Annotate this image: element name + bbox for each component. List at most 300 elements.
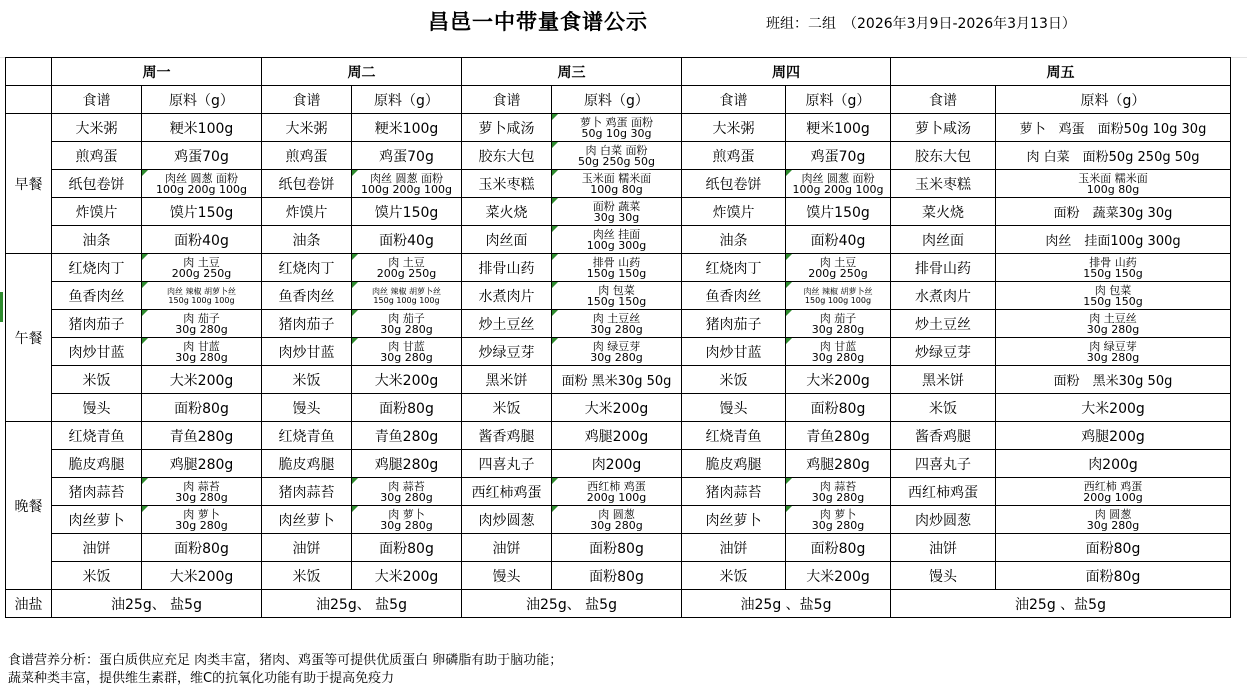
ingredient-line: 肉 土豆	[183, 255, 220, 269]
ingredient-line: 30g 280g	[175, 322, 228, 336]
ingredient-line: 30g 280g	[1086, 350, 1140, 364]
ingredient-cell[interactable]	[552, 310, 682, 338]
menu-row	[6, 422, 1231, 450]
ingredient-cell[interactable]: 面粉80g	[552, 562, 682, 590]
ingredient-cell[interactable]	[352, 282, 462, 310]
recipe-cell[interactable]: 水煮肉片	[462, 282, 552, 310]
ingredient-cell[interactable]: 肉200g	[996, 450, 1231, 478]
ingredient-line: 30g 280g	[811, 350, 865, 364]
recipe-cell[interactable]: 纸包卷饼	[52, 170, 142, 198]
ingredient-cell[interactable]	[786, 338, 891, 366]
ingredient-cell[interactable]	[786, 170, 891, 198]
ingredient-cell[interactable]	[352, 338, 462, 366]
ingredient-cell[interactable]: 肉丝 挂面100g 300g	[996, 226, 1231, 254]
day-header-row	[6, 58, 1231, 86]
recipe-cell[interactable]: 油饼	[52, 534, 142, 562]
recipe-cell[interactable]: 肉炒圆葱	[891, 506, 996, 534]
recipe-cell[interactable]: 红烧肉丁	[262, 254, 352, 282]
ingredient-cell[interactable]: 鸡蛋70g	[786, 142, 891, 170]
ingredient-line: 肉 蒜苔	[388, 479, 425, 493]
recipe-header[interactable]: 食谱	[682, 86, 786, 114]
recipe-cell[interactable]: 四喜丸子	[891, 450, 996, 478]
recipe-header[interactable]: 食谱	[462, 86, 552, 114]
ingredient-line: 30g 280g	[811, 490, 865, 504]
menu-row	[6, 450, 1231, 478]
recipe-cell[interactable]: 米饭	[52, 562, 142, 590]
recipe-cell[interactable]: 炸馍片	[682, 198, 786, 226]
recipe-cell[interactable]: 肉丝萝卜	[682, 506, 786, 534]
ingredient-cell[interactable]	[552, 338, 682, 366]
ingredient-line: 150g 100g 100g	[373, 295, 440, 305]
ingredient-cell[interactable]: 面粉80g	[786, 394, 891, 422]
ingredient-cell[interactable]: 萝卜 鸡蛋 面粉50g 10g 30g	[996, 114, 1231, 142]
menu-row	[6, 394, 1231, 422]
ingredient-cell[interactable]: 鸡蛋70g	[142, 142, 262, 170]
oil-salt-cell[interactable]: 油25g 、盐5g	[891, 590, 1231, 618]
ingredient-cell[interactable]: 面粉80g	[996, 534, 1231, 562]
recipe-cell[interactable]: 脆皮鸡腿	[682, 450, 786, 478]
ingredient-line: 30g 280g	[380, 322, 433, 336]
recipe-cell[interactable]: 红烧青鱼	[682, 422, 786, 450]
ingredient-line: 150g 150g	[1083, 266, 1143, 280]
ingredient-cell[interactable]	[552, 226, 682, 254]
ingredient-line: 200g 100g	[586, 490, 647, 504]
ingredient-line: 肉 甘蓝	[388, 339, 425, 353]
ingredient-cell[interactable]	[996, 506, 1231, 534]
ingredient-cell[interactable]: 鸡腿280g	[352, 450, 462, 478]
recipe-cell[interactable]: 玉米枣糕	[891, 170, 996, 198]
day-header[interactable]: 周三	[462, 58, 682, 86]
ingredient-line: 面粉 蔬菜	[592, 199, 641, 213]
ingredient-cell[interactable]	[786, 310, 891, 338]
ingredient-line: 肉 茄子	[819, 311, 857, 325]
ingredient-cell[interactable]: 青鱼280g	[142, 422, 262, 450]
oil-salt-cell[interactable]: 油25g、 盐5g	[262, 590, 462, 618]
recipe-cell[interactable]: 炒绿豆芽	[462, 338, 552, 366]
ingredient-cell[interactable]: 大米200g	[996, 394, 1231, 422]
nutrition-note-line: 蔬菜种类丰富，提供维生素群，维C的抗氧化功能有助于提高免疫力	[8, 671, 395, 686]
recipe-cell[interactable]: 酱香鸡腿	[891, 422, 996, 450]
recipe-cell[interactable]: 红烧肉丁	[52, 254, 142, 282]
recipe-cell[interactable]: 大米粥	[682, 114, 786, 142]
recipe-cell[interactable]: 炒土豆丝	[462, 310, 552, 338]
recipe-cell[interactable]: 胶东大包	[462, 142, 552, 170]
ingredient-line: 萝卜 鸡蛋 面粉	[580, 115, 653, 129]
recipe-cell[interactable]: 猪肉蒜苔	[682, 478, 786, 506]
recipe-cell[interactable]: 米饭	[891, 394, 996, 422]
ingredient-line: 30g 280g	[175, 490, 228, 504]
ingredient-line: 200g 250g	[376, 266, 437, 280]
page-title: 昌邑一中带量食谱公示	[428, 10, 648, 34]
recipe-cell[interactable]: 米饭	[462, 394, 552, 422]
ingredient-line: 肉丝 圆葱 面粉	[801, 171, 875, 185]
recipe-cell[interactable]: 米饭	[52, 366, 142, 394]
recipe-cell[interactable]: 酱香鸡腿	[462, 422, 552, 450]
ingredient-line: 肉 土豆	[819, 255, 857, 269]
recipe-cell[interactable]: 排骨山药	[891, 254, 996, 282]
menu-row	[6, 310, 1231, 338]
ingredient-cell[interactable]	[552, 282, 682, 310]
ingredient-cell[interactable]	[142, 478, 262, 506]
ingredient-cell[interactable]: 面粉80g	[552, 534, 682, 562]
ingredient-cell[interactable]: 面粉40g	[352, 226, 462, 254]
ingredient-line: 100g 200g 100g	[361, 182, 452, 196]
day-header[interactable]: 周二	[262, 58, 462, 86]
recipe-cell[interactable]: 炸馍片	[262, 198, 352, 226]
recipe-cell[interactable]: 馒头	[891, 562, 996, 590]
ingredient-line: 200g 250g	[171, 266, 232, 280]
ingredient-line: 肉丝 圆葱 面粉	[165, 171, 238, 185]
recipe-cell[interactable]: 肉炒圆葱	[462, 506, 552, 534]
ingredient-cell[interactable]: 面粉80g	[142, 394, 262, 422]
menu-row	[6, 506, 1231, 534]
ingredient-cell[interactable]: 面粉 黑米30g 50g	[996, 366, 1231, 394]
recipe-cell[interactable]: 萝卜咸汤	[462, 114, 552, 142]
recipe-cell[interactable]: 玉米枣糕	[462, 170, 552, 198]
ingredient-line: 30g 280g	[380, 350, 433, 364]
ingredient-cell[interactable]: 面粉80g	[352, 534, 462, 562]
recipe-cell[interactable]: 菜火烧	[462, 198, 552, 226]
ingredient-cell[interactable]	[786, 506, 891, 534]
oil-salt-row	[6, 590, 1231, 618]
menu-row	[6, 254, 1231, 282]
ingredient-line: 肉丝 辣椒 胡萝卜丝	[803, 286, 873, 296]
menu-row	[6, 142, 1231, 170]
ingredient-line: 肉 茄子	[183, 311, 220, 325]
ingredient-cell[interactable]: 大米200g	[786, 562, 891, 590]
corner-cell[interactable]	[6, 86, 52, 114]
recipe-header[interactable]: 食谱	[891, 86, 996, 114]
meal-label[interactable]: 午餐	[6, 254, 52, 422]
ingredient-line: 30g 280g	[590, 350, 643, 364]
ingredient-cell[interactable]	[352, 170, 462, 198]
ingredient-cell[interactable]: 粳米100g	[352, 114, 462, 142]
ingredient-cell[interactable]	[352, 254, 462, 282]
recipe-cell[interactable]: 猪肉茄子	[262, 310, 352, 338]
recipe-cell[interactable]: 纸包卷饼	[682, 170, 786, 198]
ingredient-line: 肉 土豆丝	[1089, 311, 1137, 325]
day-header[interactable]: 周四	[682, 58, 891, 86]
recipe-cell[interactable]: 水煮肉片	[891, 282, 996, 310]
ingredient-line: 排骨 山药	[1089, 255, 1137, 269]
recipe-cell[interactable]: 馒头	[462, 562, 552, 590]
ingredient-line: 30g 280g	[1086, 322, 1140, 336]
recipe-cell[interactable]: 炒土豆丝	[891, 310, 996, 338]
ingredient-cell[interactable]: 大米200g	[352, 562, 462, 590]
recipe-cell[interactable]: 油饼	[682, 534, 786, 562]
recipe-cell[interactable]: 红烧青鱼	[262, 422, 352, 450]
oil-salt-label[interactable]: 油盐	[6, 590, 52, 618]
ingredient-line: 肉 绿豆芽	[592, 339, 641, 353]
ingredient-cell[interactable]	[996, 254, 1231, 282]
recipe-cell[interactable]: 肉炒甘蓝	[682, 338, 786, 366]
ingredient-cell[interactable]	[996, 338, 1231, 366]
recipe-cell[interactable]: 肉炒甘蓝	[52, 338, 142, 366]
ingredient-line: 30g 280g	[811, 322, 865, 336]
ingredient-cell[interactable]	[142, 506, 262, 534]
oil-salt-cell[interactable]: 油25g、 盐5g	[52, 590, 262, 618]
menu-row	[6, 562, 1231, 590]
oil-salt-cell[interactable]: 油25g、 盐5g	[462, 590, 682, 618]
recipe-cell[interactable]: 米饭	[262, 562, 352, 590]
recipe-cell[interactable]: 纸包卷饼	[262, 170, 352, 198]
menu-row	[6, 170, 1231, 198]
recipe-cell[interactable]: 菜火烧	[891, 198, 996, 226]
recipe-cell[interactable]: 肉丝萝卜	[262, 506, 352, 534]
ingredient-cell[interactable]: 面粉40g	[142, 226, 262, 254]
ingredient-line: 肉 萝卜	[183, 507, 220, 521]
ingredient-header[interactable]: 原料（g）	[142, 86, 262, 114]
ingredient-cell[interactable]	[142, 254, 262, 282]
ingredient-line: 肉 白菜 面粉	[585, 143, 648, 157]
ingredient-line: 肉丝 辣椒 胡萝卜丝	[371, 286, 442, 296]
recipe-header[interactable]: 食谱	[52, 86, 142, 114]
menu-row	[6, 534, 1231, 562]
ingredient-line: 100g 80g	[590, 182, 643, 196]
ingredient-line: 肉 包菜	[1094, 283, 1132, 297]
ingredient-line: 肉 圆葱	[1094, 507, 1132, 521]
ingredient-line: 150g 100g 100g	[168, 295, 235, 305]
ingredient-cell[interactable]: 大米200g	[352, 366, 462, 394]
ingredient-line: 肉 蒜苔	[819, 479, 857, 493]
ingredient-line: 30g 280g	[175, 518, 228, 532]
ingredient-line: 肉 萝卜	[388, 507, 425, 521]
recipe-cell[interactable]: 煎鸡蛋	[52, 142, 142, 170]
recipe-cell[interactable]: 肉丝面	[462, 226, 552, 254]
ingredient-line: 排骨 山药	[592, 255, 641, 269]
ingredient-cell[interactable]: 肉200g	[552, 450, 682, 478]
recipe-cell[interactable]: 排骨山药	[462, 254, 552, 282]
nutrition-note-line: 食谱营养分析：蛋白质供应充足 肉类丰富，猪肉、鸡蛋等可提供优质蛋白 卵磷脂有助于脑功能；	[8, 653, 563, 668]
ingredient-header[interactable]: 原料（g）	[786, 86, 891, 114]
ingredient-line: 100g 200g 100g	[792, 182, 884, 196]
ingredient-line: 200g 100g	[1083, 490, 1143, 504]
recipe-cell[interactable]: 油饼	[462, 534, 552, 562]
menu-row	[6, 338, 1231, 366]
title-bar	[0, 0, 1247, 37]
recipe-cell[interactable]: 猪肉茄子	[682, 310, 786, 338]
ingredient-cell[interactable]	[142, 338, 262, 366]
recipe-cell[interactable]: 肉丝萝卜	[52, 506, 142, 534]
menu-row	[6, 366, 1231, 394]
recipe-cell[interactable]: 大米粥	[52, 114, 142, 142]
recipe-cell[interactable]: 大米粥	[262, 114, 352, 142]
ingredient-cell[interactable]	[786, 254, 891, 282]
recipe-cell[interactable]: 肉炒甘蓝	[262, 338, 352, 366]
recipe-cell[interactable]: 煎鸡蛋	[682, 142, 786, 170]
recipe-cell[interactable]: 红烧肉丁	[682, 254, 786, 282]
recipe-cell[interactable]: 鱼香肉丝	[52, 282, 142, 310]
ingredient-cell[interactable]	[786, 478, 891, 506]
recipe-cell[interactable]: 炸馍片	[52, 198, 142, 226]
ingredient-cell[interactable]: 鸡腿280g	[142, 450, 262, 478]
ingredient-line: 100g 300g	[586, 238, 647, 252]
ingredient-line: 肉丝 挂面	[592, 227, 641, 241]
ingredient-line: 30g 280g	[590, 518, 643, 532]
ingredient-line: 30g 280g	[590, 322, 643, 336]
ingredient-line: 肉 萝卜	[819, 507, 857, 521]
ingredient-line: 肉 蒜苔	[183, 479, 220, 493]
ingredient-line: 30g 30g	[593, 210, 640, 224]
ingredient-cell[interactable]: 粳米100g	[142, 114, 262, 142]
ingredient-line: 肉 土豆	[388, 255, 425, 269]
empty-sheet-row	[0, 37, 1247, 58]
menu-row	[6, 198, 1231, 226]
ingredient-cell[interactable]: 面粉80g	[996, 562, 1231, 590]
oil-salt-cell[interactable]: 油25g 、盐5g	[682, 590, 891, 618]
ingredient-cell[interactable]: 馍片150g	[786, 198, 891, 226]
recipe-cell[interactable]: 西红柿鸡蛋	[462, 478, 552, 506]
day-header[interactable]: 周一	[52, 58, 262, 86]
ingredient-line: 西红柿 鸡蛋	[587, 479, 646, 493]
ingredient-cell[interactable]: 肉 白菜 面粉50g 250g 50g	[996, 142, 1231, 170]
ingredient-line: 肉 圆葱	[598, 507, 635, 521]
ingredient-cell[interactable]	[552, 198, 682, 226]
ingredient-cell[interactable]	[352, 310, 462, 338]
ingredient-line: 30g 280g	[380, 518, 433, 532]
recipe-cell[interactable]: 四喜丸子	[462, 450, 552, 478]
ingredient-cell[interactable]	[552, 170, 682, 198]
recipe-cell[interactable]: 煎鸡蛋	[262, 142, 352, 170]
ingredient-cell[interactable]	[996, 310, 1231, 338]
ingredient-line: 西红柿 鸡蛋	[1083, 479, 1143, 493]
ingredient-cell[interactable]: 面粉80g	[786, 534, 891, 562]
menu-row	[6, 114, 1231, 142]
ingredient-line: 肉 甘蓝	[819, 339, 857, 353]
recipe-cell[interactable]: 油条	[682, 226, 786, 254]
ingredient-cell[interactable]: 馍片150g	[352, 198, 462, 226]
ingredient-cell[interactable]: 鸡蛋70g	[352, 142, 462, 170]
ingredient-line: 30g 280g	[1086, 518, 1140, 532]
meal-label[interactable]: 晚餐	[6, 422, 52, 590]
ingredient-cell[interactable]: 大米200g	[786, 366, 891, 394]
recipe-cell[interactable]: 馒头	[52, 394, 142, 422]
corner-cell[interactable]	[6, 58, 52, 86]
ingredient-cell[interactable]: 鸡腿200g	[996, 422, 1231, 450]
ingredient-line: 肉丝 圆葱 面粉	[370, 171, 443, 185]
day-header[interactable]: 周五	[891, 58, 1231, 86]
recipe-cell[interactable]: 胶东大包	[891, 142, 996, 170]
ingredient-cell[interactable]	[996, 282, 1231, 310]
recipe-cell[interactable]: 猪肉蒜苔	[52, 478, 142, 506]
ingredient-cell[interactable]: 大米200g	[142, 562, 262, 590]
ingredient-cell[interactable]: 鸡腿200g	[552, 422, 682, 450]
ingredient-cell[interactable]: 大米200g	[142, 366, 262, 394]
recipe-cell[interactable]: 米饭	[682, 562, 786, 590]
ingredient-cell[interactable]	[996, 170, 1231, 198]
recipe-cell[interactable]: 油饼	[262, 534, 352, 562]
recipe-cell[interactable]: 油条	[262, 226, 352, 254]
recipe-cell[interactable]: 脆皮鸡腿	[262, 450, 352, 478]
recipe-cell[interactable]: 红烧青鱼	[52, 422, 142, 450]
ingredient-cell[interactable]	[142, 310, 262, 338]
recipe-cell[interactable]: 脆皮鸡腿	[52, 450, 142, 478]
ingredient-header[interactable]: 原料（g）	[352, 86, 462, 114]
ingredient-line: 50g 10g 30g	[581, 126, 652, 140]
ingredient-cell[interactable]: 大米200g	[552, 394, 682, 422]
ingredient-header[interactable]: 原料（g）	[996, 86, 1231, 114]
recipe-cell[interactable]: 黑米饼	[462, 366, 552, 394]
menu-row	[6, 282, 1231, 310]
ingredient-cell[interactable]: 面粉80g	[142, 534, 262, 562]
recipe-cell[interactable]: 馒头	[682, 394, 786, 422]
ingredient-line: 150g 150g	[1083, 294, 1143, 308]
ingredient-line: 肉 包菜	[598, 283, 635, 297]
ingredient-cell[interactable]	[352, 506, 462, 534]
ingredient-cell[interactable]: 粳米100g	[786, 114, 891, 142]
page-subtitle: 班组：二组 （2026年3月9日-2026年3月13日）	[766, 16, 1076, 32]
ingredient-line: 150g 150g	[586, 294, 647, 308]
ingredient-line: 玉米面 糯米面	[1078, 171, 1148, 185]
ingredient-cell[interactable]: 面粉 蔬菜30g 30g	[996, 198, 1231, 226]
ingredient-cell[interactable]: 鸡腿280g	[786, 450, 891, 478]
ingredient-line: 30g 280g	[175, 350, 228, 364]
ingredient-line: 玉米面 糯米面	[581, 171, 652, 185]
recipe-cell[interactable]: 黑米饼	[891, 366, 996, 394]
menu-row	[6, 226, 1231, 254]
ingredient-cell[interactable]	[552, 254, 682, 282]
recipe-cell[interactable]: 鱼香肉丝	[682, 282, 786, 310]
recipe-cell[interactable]: 炒绿豆芽	[891, 338, 996, 366]
ingredient-cell[interactable]	[552, 506, 682, 534]
recipe-cell[interactable]: 油饼	[891, 534, 996, 562]
ingredient-cell[interactable]: 青鱼280g	[352, 422, 462, 450]
ingredient-cell[interactable]	[352, 478, 462, 506]
ingredient-cell[interactable]	[786, 282, 891, 310]
recipe-cell[interactable]: 肉丝面	[891, 226, 996, 254]
ingredient-line: 肉 甘蓝	[183, 339, 220, 353]
recipe-cell[interactable]: 米饭	[682, 366, 786, 394]
recipe-cell[interactable]: 猪肉蒜苔	[262, 478, 352, 506]
ingredient-cell[interactable]	[552, 114, 682, 142]
ingredient-cell[interactable]: 面粉80g	[352, 394, 462, 422]
recipe-cell[interactable]: 鱼香肉丝	[262, 282, 352, 310]
ingredient-cell[interactable]	[552, 142, 682, 170]
row-selection-marker	[0, 292, 3, 322]
ingredient-line: 100g 200g 100g	[156, 182, 247, 196]
recipe-cell[interactable]: 西红柿鸡蛋	[891, 478, 996, 506]
recipe-header[interactable]: 食谱	[262, 86, 352, 114]
ingredient-cell[interactable]: 青鱼280g	[786, 422, 891, 450]
menu-table	[5, 57, 1231, 618]
ingredient-line: 150g 100g 100g	[804, 295, 872, 305]
recipe-cell[interactable]: 馒头	[262, 394, 352, 422]
ingredient-cell[interactable]: 面粉40g	[786, 226, 891, 254]
meal-label[interactable]: 早餐	[6, 114, 52, 254]
ingredient-line: 100g 80g	[1086, 182, 1140, 196]
ingredient-header[interactable]: 原料（g）	[552, 86, 682, 114]
ingredient-cell[interactable]	[552, 478, 682, 506]
ingredient-line: 30g 280g	[380, 490, 433, 504]
ingredient-line: 50g 250g 50g	[578, 154, 655, 168]
ingredient-line: 200g 250g	[808, 266, 868, 280]
ingredient-cell[interactable]	[142, 282, 262, 310]
ingredient-line: 肉 茄子	[388, 311, 425, 325]
nutrition-notes	[8, 652, 562, 688]
recipe-cell[interactable]: 猪肉茄子	[52, 310, 142, 338]
recipe-cell[interactable]: 米饭	[262, 366, 352, 394]
ingredient-cell[interactable]	[142, 170, 262, 198]
menu-row	[6, 478, 1231, 506]
ingredient-cell[interactable]: 面粉 黑米30g 50g	[552, 366, 682, 394]
ingredient-cell[interactable]	[996, 478, 1231, 506]
recipe-cell[interactable]: 油条	[52, 226, 142, 254]
ingredient-line: 肉丝 辣椒 胡萝卜丝	[166, 286, 237, 296]
ingredient-line: 150g 150g	[586, 266, 647, 280]
recipe-cell[interactable]: 萝卜咸汤	[891, 114, 996, 142]
ingredient-cell[interactable]: 馍片150g	[142, 198, 262, 226]
column-header-row	[6, 86, 1231, 114]
